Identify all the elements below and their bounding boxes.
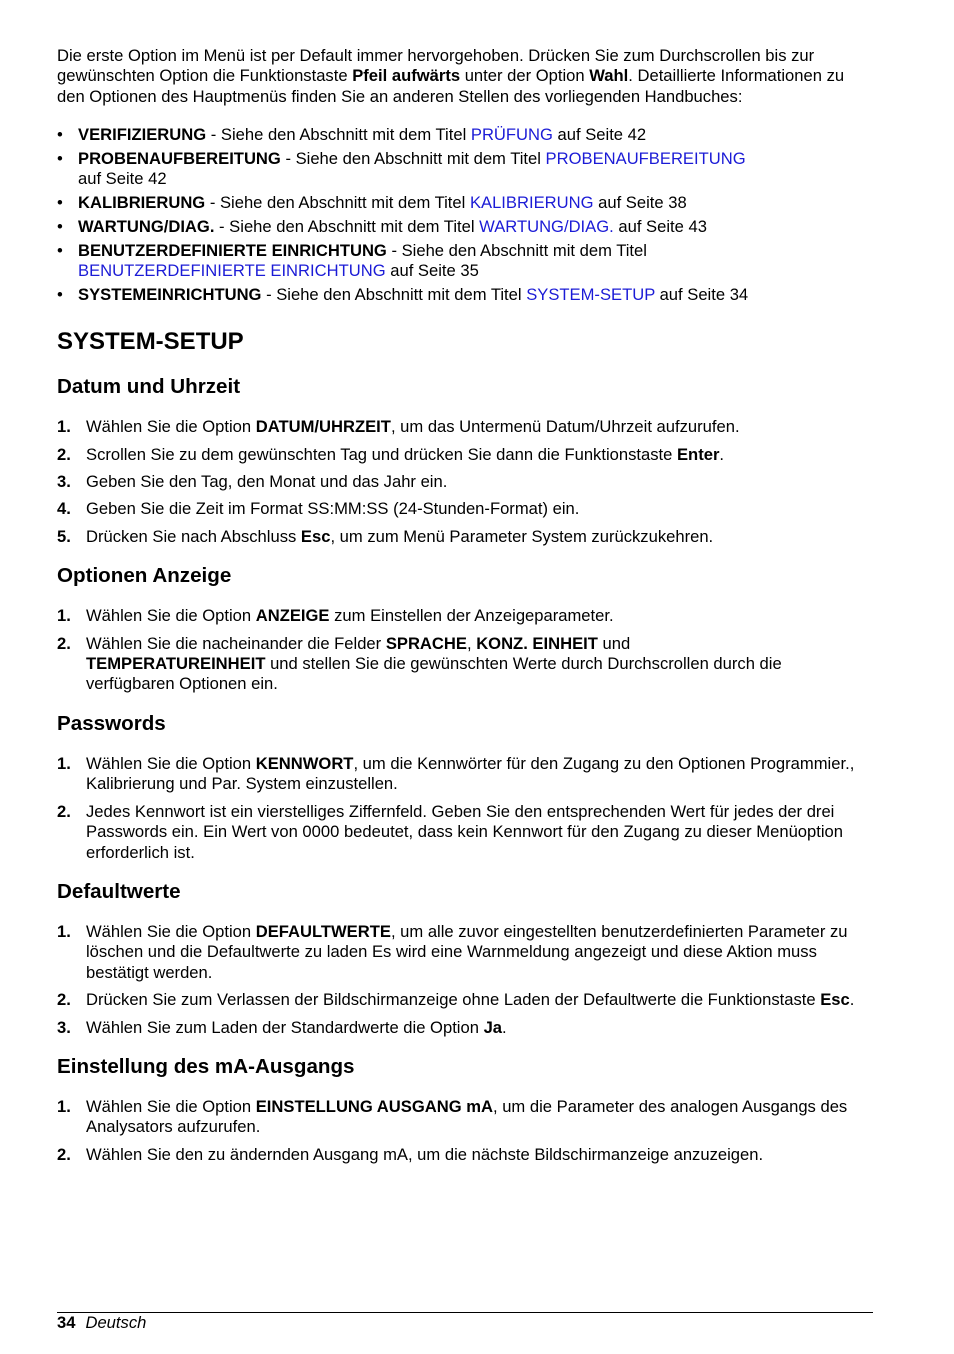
link-kalibrierung[interactable]: KALIBRIERUNG <box>469 193 594 213</box>
footer-divider <box>57 1312 873 1313</box>
list-item: • WARTUNG/DIAG. - Siehe den Abschnitt mit dem Titel WARTUNG/DIAG. auf Seite 43 <box>57 217 873 237</box>
list-item: 2. Wählen Sie den zu ändernden Ausgang mA, um die nächste Bildschirmanzeige anzuzeigen. <box>57 1144 764 1164</box>
list-item: • SYSTEMEINRICHTUNG - Siehe den Abschnitt mit dem Titel SYSTEM-SETUP auf Seite 34 <box>57 285 873 305</box>
list-item: • BENUTZERDEFINIERTE EINRICHTUNG - Siehe den Abschnitt mit dem Titel BENUTZERDEFINIERTE EINRICHTUNG auf Seite 35 <box>57 241 873 281</box>
passwords-steps <box>57 754 873 863</box>
subsection-heading-anzeige: Optionen Anzeige <box>57 564 232 588</box>
datum-steps <box>57 417 873 547</box>
link-probenaufbereitung[interactable]: PROBENAUFBEREITUNG <box>545 149 746 169</box>
list-item: 1. Wählen Sie die Option EINSTELLUNG AUSGANG mA, um die Parameter des analogen Ausgangs des Analysators aufzurufen. <box>57 1096 848 1137</box>
list-item: 2. Drücken Sie zum Verlassen der Bildschirmanzeige ohne Laden der Defaultwerte die Funktionstaste Esc. <box>57 990 855 1010</box>
list-item: • KALIBRIERUNG - Siehe den Abschnitt mit dem Titel KALIBRIERUNG auf Seite 38 <box>57 193 873 213</box>
anzeige-steps <box>57 606 873 695</box>
page-content <box>57 46 873 1181</box>
link-system-setup[interactable]: SYSTEM-SETUP <box>526 285 655 305</box>
defaultwerte-steps <box>57 922 873 1038</box>
list-item: 2. Wählen Sie die nacheinander die Felder SPRACHE, KONZ. EINHEIT und TEMPERATUREINHEIT und stellen Sie die gewünschten Werte durch Durchscrollen durch die verfügbaren Optionen ein. <box>57 633 782 694</box>
link-wartung-diag[interactable]: WARTUNG/DIAG. <box>479 217 614 237</box>
subsection-heading-ma-ausgang: Einstellung des mA-Ausgangs <box>57 1054 355 1078</box>
footer-language: Deutsch <box>85 1313 147 1332</box>
page-number: 34 <box>57 1313 76 1332</box>
list-item: 1. Wählen Sie die Option DEFAULTWERTE, um alle zuvor eingestellten benutzerdefinierten Parameter zu löschen und die Defaultwerte zu laden Es wird eine Warnmeldung angezeigt und diese Aktion muss bestätigt werden. <box>57 921 848 982</box>
list-item: • PROBENAUFBEREITUNG - Siehe den Abschnitt mit dem Titel PROBENAUFBEREITUNG auf Seite 42 <box>57 149 873 189</box>
list-item: 1. Wählen Sie die Option KENNWORT, um die Kennwörter für den Zugang zu den Optionen Programmier., Kalibrierung und Par. System einzustellen. <box>57 753 855 794</box>
subsection-heading-datum: Datum und Uhrzeit <box>57 375 241 399</box>
list-item: 3. Geben Sie den Tag, den Monat und das Jahr ein. <box>57 472 448 492</box>
list-item: 2. Scrollen Sie zu dem gewünschten Tag und drücken Sie dann die Funktionstaste Enter. <box>57 444 725 464</box>
list-item: 1. Wählen Sie die Option ANZEIGE zum Einstellen der Anzeigeparameter. <box>57 606 614 626</box>
list-item: 5. Drücken Sie nach Abschluss Esc, um zum Menü Parameter System zurückzukehren. <box>57 526 714 546</box>
list-item: 1. Wählen Sie die Option DATUM/UHRZEIT, um das Untermenü Datum/Uhrzeit aufzurufen. <box>57 417 740 437</box>
page-footer <box>57 1313 146 1333</box>
subsection-heading-defaultwerte: Defaultwerte <box>57 879 181 903</box>
list-item: • VERIFIZIERUNG - Siehe den Abschnitt mit dem Titel PRÜFUNG auf Seite 42 <box>57 125 873 145</box>
ma-ausgang-steps <box>57 1097 873 1165</box>
link-pruefung[interactable]: PRÜFUNG <box>470 125 553 145</box>
list-item: 4. Geben Sie die Zeit im Format SS:MM:SS (24-Stunden-Format) ein. <box>57 499 580 519</box>
intro-paragraph: Die erste Option im Menü ist per Default immer hervorgehoben. Drücken Sie zum Durchscrollen bis zur gewünschten Option die Funktionstaste Pfeil aufwärts unter der Option Wahl. Detaillierte Informationen zu den Optionen des Hauptmenüs finden Sie an anderen Stellen des vorliegenden Handbuches: <box>57 46 845 106</box>
list-item: 2. Jedes Kennwort ist ein vierstelliges Ziffernfeld. Geben Sie den entsprechenden Wert für jedes der drei Passwords ein. Ein Wert von 0000 bedeutet, dass kein Kennwort für den Zugang zu dieser Menüoption erforderlich ist. <box>57 801 844 862</box>
menu-option-list <box>57 125 873 305</box>
list-item: 3. Wählen Sie zum Laden der Standardwerte die Option Ja. <box>57 1017 507 1037</box>
section-heading: SYSTEM-SETUP <box>57 328 244 356</box>
subsection-heading-passwords: Passwords <box>57 711 166 735</box>
link-benutzerdefinierte-einrichtung[interactable]: BENUTZERDEFINIERTE EINRICHTUNG <box>78 261 386 281</box>
